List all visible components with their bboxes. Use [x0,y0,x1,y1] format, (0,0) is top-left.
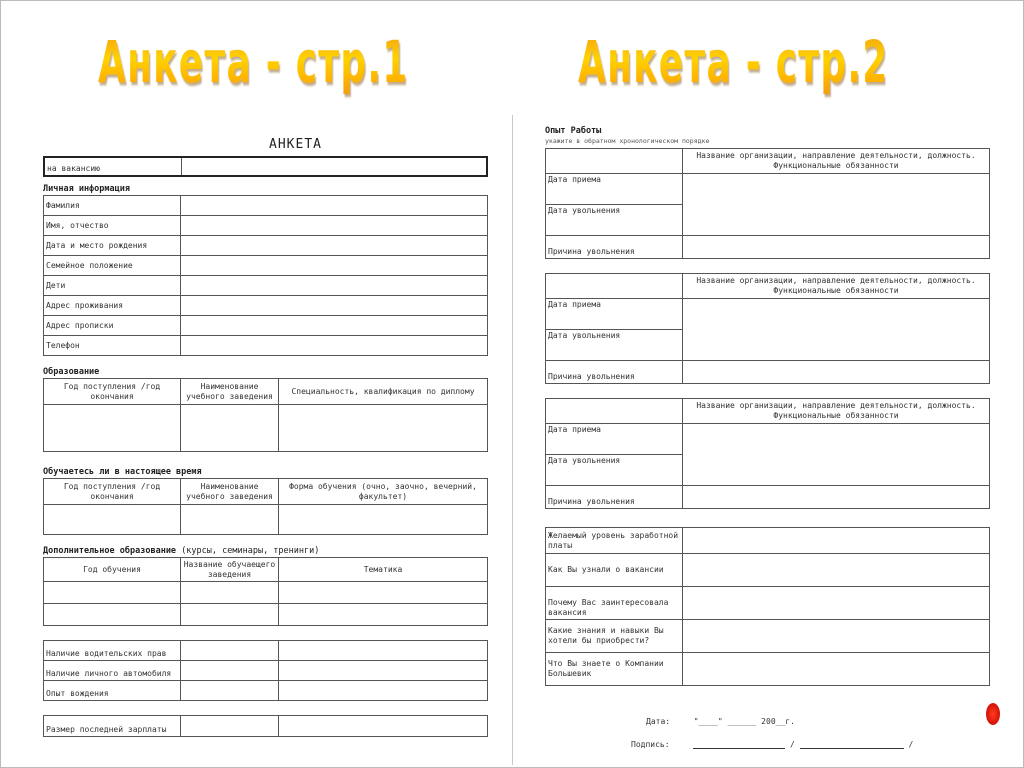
date-row [646,717,795,726]
additional-education-label [43,545,488,557]
education-cell[interactable] [279,405,488,452]
heading-page-1: Анкета - стр.1 [98,28,409,96]
question-label: Какие знания и навыки Вы хотели бы приобрести? [546,620,683,653]
job-table [545,398,990,509]
personal-field-label: Адрес проживания [44,296,181,316]
question-answer[interactable] [683,554,990,587]
job-table [545,148,990,259]
question-label: Что Вы знаете о Компании Большевик [546,653,683,686]
job-reason-cell[interactable] [683,361,990,384]
vacancy-table [43,156,488,177]
personal-field-input[interactable] [181,316,488,336]
personal-field-input[interactable] [181,336,488,356]
education-label: Образование [43,367,100,377]
signature-label: Подпись: [631,740,670,749]
job-field-label: Причина увольнения [546,236,683,259]
studying-cell[interactable] [279,505,488,535]
additional-header: Название обучаещего заведения [181,558,279,582]
driving-label: Опыт вождения [44,681,181,701]
driving-cell[interactable] [279,641,488,661]
driving-table [43,640,488,701]
additional-education-table [43,557,488,626]
driving-cell[interactable] [181,641,279,661]
personal-field-input[interactable] [181,276,488,296]
personal-field-input[interactable] [181,236,488,256]
studying-cell[interactable] [44,505,181,535]
personal-info-table [43,195,488,356]
personal-field-input[interactable] [181,216,488,236]
education-header: Год поступления /год окончания [44,379,181,405]
additional-cell[interactable] [279,582,488,604]
personal-field-label: Дата и место рождения [44,236,181,256]
job-blank-cell [546,274,683,299]
job-field-label: Дата увольнения [546,205,683,236]
job-field-label: Дата приема [546,174,683,205]
education-cell[interactable] [181,405,279,452]
job-blank-cell [546,149,683,174]
studying-cell[interactable] [181,505,279,535]
signature-line[interactable] [693,740,785,749]
job-field-label: Причина увольнения [546,361,683,384]
personal-field-label: Телефон [44,336,181,356]
page-divider [512,115,513,765]
signature-separator: / [790,740,795,749]
job-table [545,273,990,384]
question-answer[interactable] [683,587,990,620]
additional-education-title: Дополнительное образование [43,546,177,556]
questionnaire-page-1 [43,130,488,737]
job-description-cell[interactable] [683,299,990,361]
personal-field-label: Семейное положение [44,256,181,276]
date-label: Дата: [646,717,671,726]
additional-cell[interactable] [44,582,181,604]
education-header: Специальность, квалификация по диплому [279,379,488,405]
job-description-cell[interactable] [683,424,990,486]
form-title: АНКЕТА [269,137,322,152]
job-reason-cell[interactable] [683,486,990,509]
job-field-label: Дата приема [546,299,683,330]
education-header: Наименование учебного заведения [181,379,279,405]
job-blank-cell [546,399,683,424]
vacancy-input[interactable] [181,157,487,176]
personal-info-label: Личная информация [43,184,130,194]
additional-cell[interactable] [181,604,279,626]
question-label: Желаемый уровень заработной платы [546,528,683,554]
job-description-cell[interactable] [683,174,990,236]
additional-education-note: (курсы, семинары, тренинги) [181,546,320,556]
additional-cell[interactable] [181,582,279,604]
salary-label: Размер последней зарплаты [44,716,181,737]
signature-name-line[interactable] [800,740,904,749]
additional-header: Тематика [279,558,488,582]
personal-field-label: Имя, отчество [44,216,181,236]
driving-cell[interactable] [181,661,279,681]
personal-field-input[interactable] [181,256,488,276]
questions-table [545,527,990,686]
salary-cell[interactable] [279,716,488,737]
job-field-label: Причина увольнения [546,486,683,509]
education-cell[interactable] [44,405,181,452]
vacancy-label: на вакансию [44,157,181,176]
work-experience-note: укажите в обратном хронологическом порядке [545,137,710,145]
job-field-label: Дата увольнения [546,330,683,361]
job-field-label: Дата увольнения [546,455,683,486]
driving-cell[interactable] [279,681,488,701]
job-reason-cell[interactable] [683,236,990,259]
job-field-label: Дата приема [546,424,683,455]
work-experience-label: Опыт Работы [545,126,602,136]
salary-table [43,715,488,737]
driving-cell[interactable] [279,661,488,681]
job-header: Название организации, направление деятельности, должность. Функциональные обязанности [683,149,990,174]
personal-field-label: Дети [44,276,181,296]
date-field[interactable]: "____" ______ 200__г. [693,717,795,726]
personal-field-label: Адрес прописки [44,316,181,336]
signature-row [631,740,913,749]
question-answer[interactable] [683,528,990,554]
additional-cell[interactable] [44,604,181,626]
salary-cell[interactable] [181,716,279,737]
driving-cell[interactable] [181,681,279,701]
job-header: Название организации, направление деятельности, должность. Функциональные обязанности [683,274,990,299]
currently-studying-label: Обучаетесь ли в настоящее время [43,467,202,477]
personal-field-input[interactable] [181,296,488,316]
questionnaire-page-2 [545,125,990,686]
question-answer[interactable] [683,653,990,686]
question-label: Как Вы узнали о вакансии [546,554,683,587]
currently-studying-table [43,478,488,535]
red-badge-icon [986,703,1000,725]
additional-header: Год обучения [44,558,181,582]
signature-separator: / [908,740,914,749]
heading-page-2: Анкета - стр.2 [578,28,889,96]
studying-header: Наименование учебного заведения [181,479,279,505]
job-header: Название организации, направление деятельности, должность. Функциональные обязанности [683,399,990,424]
personal-field-input[interactable] [181,196,488,216]
education-table [43,378,488,452]
driving-label: Наличие личного автомобиля [44,661,181,681]
question-answer[interactable] [683,620,990,653]
driving-label: Наличие водительских прав [44,641,181,661]
personal-field-label: Фамилия [44,196,181,216]
question-label: Почему Вас заинтересовала вакансия [546,587,683,620]
additional-cell[interactable] [279,604,488,626]
studying-header: Форма обучения (очно, заочно, вечерний, факультет) [279,479,488,505]
studying-header: Год поступления /год окончания [44,479,181,505]
